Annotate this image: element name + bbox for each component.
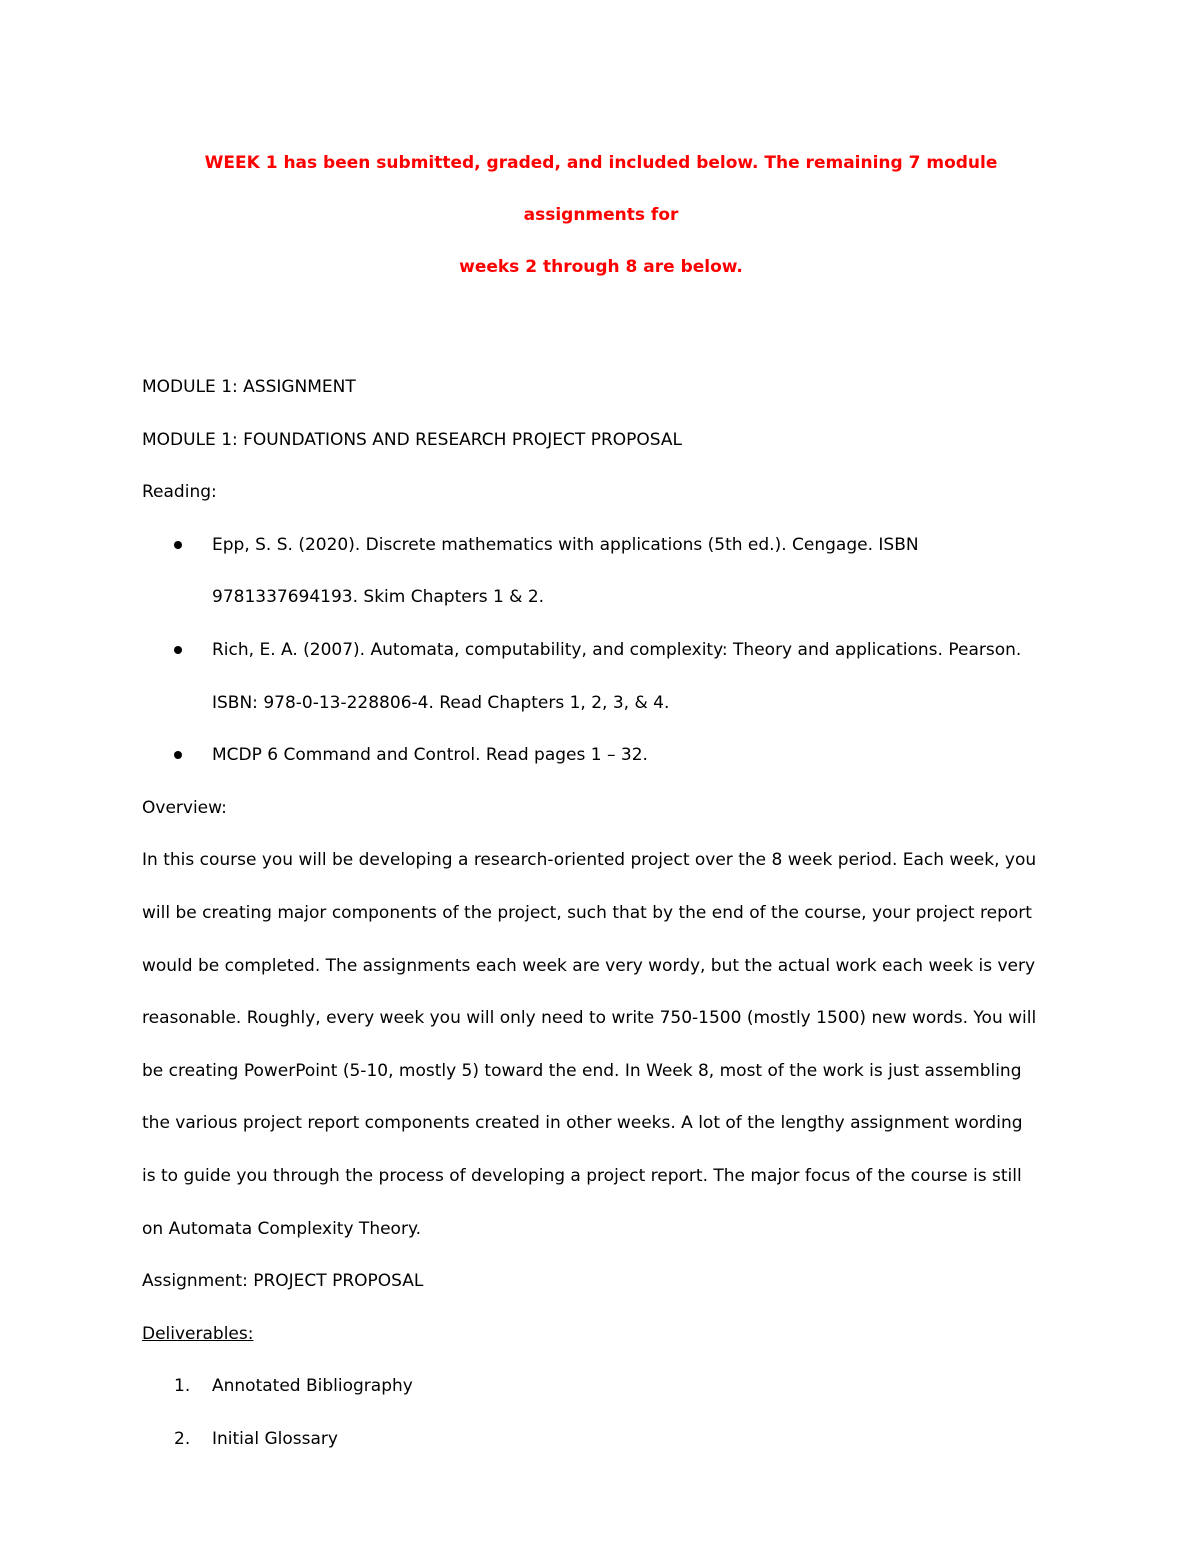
- overview-line: In this course you will be developing a research-oriented project over the 8 week period. Each week, you: [142, 850, 1037, 871]
- overview-label: Overview:: [142, 797, 227, 818]
- overview-line: reasonable. Roughly, every week you will only need to write 750-1500 (mostly 1500) new words. You will: [142, 1008, 1037, 1029]
- reading-item-1-line-1: Epp, S. S. (2020). Discrete mathematics with applications (5th ed.). Cengage. ISBN: [212, 534, 919, 555]
- deliverable-number: 1.: [174, 1376, 191, 1397]
- reading-item-3: [142, 729, 1060, 782]
- reading-item-1: [142, 519, 1060, 624]
- overview-line: will be creating major components of the project, such that by the end of the course, your project report: [142, 902, 1032, 923]
- bullet-icon: [174, 541, 182, 549]
- spacer: [142, 293, 1060, 361]
- notice-line-2: weeks 2 through 8 are below.: [459, 257, 743, 277]
- reading-item-2-line-1: Rich, E. A. (2007). Automata, computability, and complexity: Theory and applications. Pearson.: [212, 639, 1022, 660]
- overview-line: would be completed. The assignments each week are very wordy, but the actual work each week is very: [142, 955, 1036, 976]
- module-heading: MODULE 1: ASSIGNMENT: [142, 377, 356, 397]
- reading-item-1-line-2: 9781337694193. Skim Chapters 1 & 2.: [212, 587, 545, 608]
- overview-line: the various project report components created in other weeks. A lot of the lengthy assignment wording: [142, 1113, 1023, 1134]
- reading-label: Reading:: [142, 482, 217, 503]
- reading-list: [142, 519, 1060, 782]
- bullet-icon: [174, 751, 182, 759]
- deliverable-item-1: [142, 1360, 1060, 1413]
- deliverable-text: Annotated Bibliography: [212, 1376, 413, 1397]
- deliverables-label: Deliverables:: [142, 1323, 254, 1344]
- deliverable-number: 2.: [174, 1428, 191, 1449]
- overview-paragraph: [142, 834, 1060, 1255]
- assignment-label: Assignment: PROJECT PROPOSAL: [142, 1271, 424, 1292]
- reading-item-3-line-1: MCDP 6 Command and Control. Read pages 1 – 32.: [212, 745, 648, 766]
- overview-line: be creating PowerPoint (5-10, mostly 5) toward the end. In Week 8, most of the work is just assembling: [142, 1060, 1022, 1081]
- overview-line: is to guide you through the process of developing a project report. The major focus of the course is still: [142, 1165, 1022, 1186]
- deliverables-list: [142, 1360, 1060, 1465]
- document-body: [142, 137, 1060, 1465]
- deliverable-item-2: [142, 1413, 1060, 1466]
- bullet-icon: [174, 646, 182, 654]
- reading-item-2: [142, 624, 1060, 729]
- module-title: MODULE 1: FOUNDATIONS AND RESEARCH PROJECT PROPOSAL: [142, 429, 682, 450]
- notice-line-1: WEEK 1 has been submitted, graded, and included below. The remaining 7 module assignments for: [204, 153, 998, 225]
- reading-item-2-line-2: ISBN: 978-0-13-228806-4. Read Chapters 1, 2, 3, & 4.: [212, 692, 670, 713]
- overview-line: on Automata Complexity Theory.: [142, 1218, 421, 1239]
- deliverable-text: Initial Glossary: [212, 1428, 338, 1449]
